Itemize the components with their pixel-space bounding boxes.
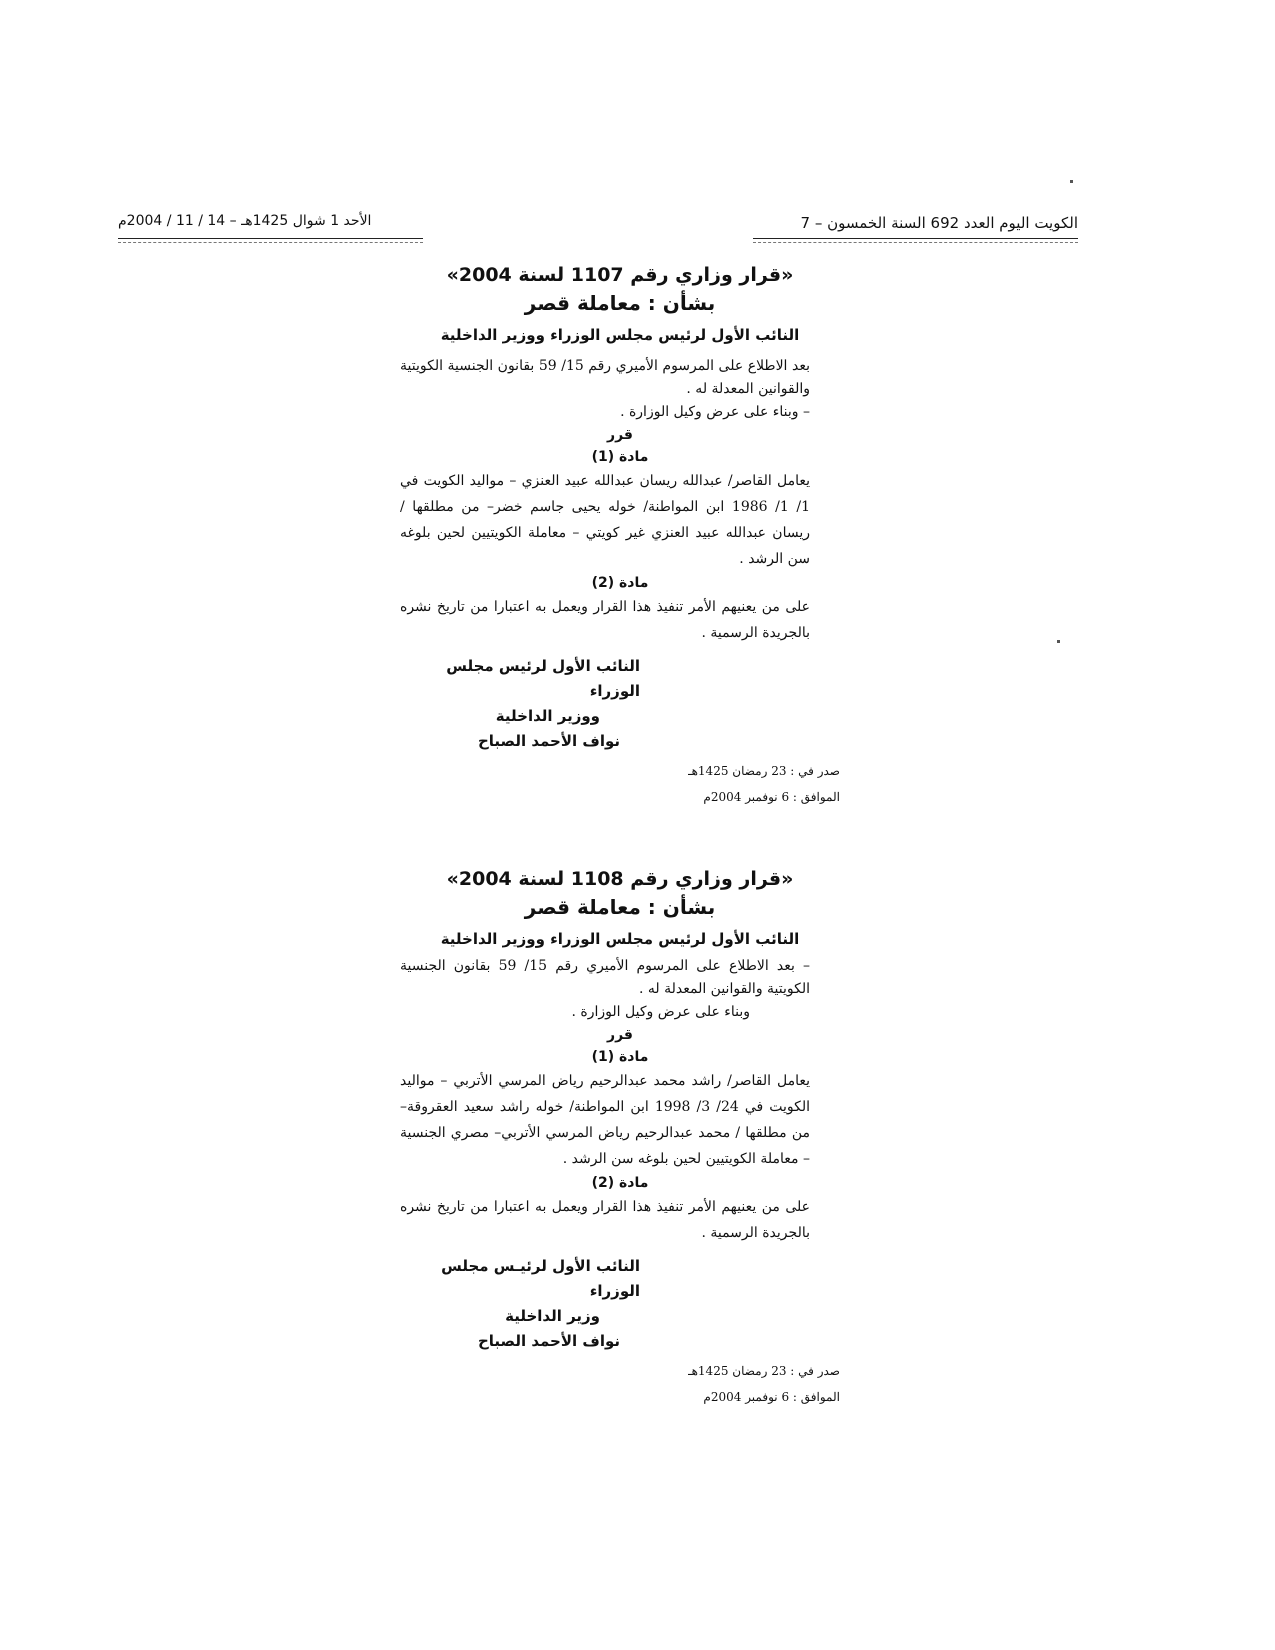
resolved-heading: قرر xyxy=(607,427,633,443)
issue-date: صدر في : 23 رمضان 1425هـ xyxy=(688,764,840,778)
header-date: الأحد 1 شوال 1425هـ – 14 / 11 / 2004م xyxy=(118,213,372,229)
corresponding-date: الموافق : 6 نوفمبر 2004م xyxy=(703,790,840,804)
scan-speck xyxy=(1057,640,1060,643)
resolved-heading: قرر xyxy=(607,1027,633,1043)
signature-block xyxy=(400,654,840,754)
decree-1108 xyxy=(400,866,840,1410)
header-rule xyxy=(118,238,423,239)
article-heading: مادة (2) xyxy=(591,1175,649,1191)
decree-issuer: النائب الأول لرئيس مجلس الوزراء ووزير الداخلية xyxy=(440,326,800,344)
decree-subject: بشأن : معاملة قصر xyxy=(524,291,716,315)
signature-name: نواف الأحمد الصباح xyxy=(477,1332,620,1350)
signature-title: وزير الداخلية xyxy=(505,1307,600,1325)
signature-title: ووزير الداخلية xyxy=(495,707,600,725)
article-text: على من يعنيهم الأمر تنفيذ هذا القرار ويعمل به اعتبارا من تاريخ نشره بالجريدة الرسمية . xyxy=(400,1199,810,1241)
header-rule xyxy=(118,242,423,243)
signature-block xyxy=(400,1254,840,1354)
corresponding-date: الموافق : 6 نوفمبر 2004م xyxy=(703,1390,840,1404)
scan-speck xyxy=(1070,180,1073,183)
signature-name: نواف الأحمد الصباح xyxy=(477,732,620,750)
decree-1107 xyxy=(400,262,840,810)
decree-title: «قرار وزاري رقم 1108 لسنة 2004» xyxy=(446,868,794,890)
article-heading: مادة (2) xyxy=(591,575,649,591)
page-header xyxy=(118,208,1078,248)
signature-title: النائب الأول لرئيس مجلس الوزراء xyxy=(446,657,640,700)
issue-date: صدر في : 23 رمضان 1425هـ xyxy=(688,1364,840,1378)
gazette-issue-info: الكويت اليوم العدد 692 السنة الخمسون – 7 xyxy=(800,214,1078,232)
preamble-paragraph: – بعد الاطلاع على المرسوم الأميري رقم 15/ 59 بقانون الجنسية الكويتية والقوانين المعدلة له . xyxy=(400,958,811,997)
signature-title: النائب الأول لرئيـس مجلس الوزراء xyxy=(441,1257,640,1300)
preamble-paragraph: بعد الاطلاع على المرسوم الأميري رقم 15/ 59 بقانون الجنسية الكويتية والقوانين المعدلة له . xyxy=(400,358,810,397)
header-rule xyxy=(753,242,1078,243)
article-text: يعامل القاصر/ راشد محمد عبدالرحيم رياض المرسي الأتربي – مواليد الكويت في 24/ 3/ 1998 ابن المواطنة/ خوله راشد سعيد العقروقة– من مطلقها / محمد عبدالرحيم رياض المرسي الأتربي– مصري الجنسية – معاملة الكويتيين لحين بلوغه سن الرشد . xyxy=(400,1073,811,1167)
article-text: على من يعنيهم الأمر تنفيذ هذا القرار ويعمل به اعتبارا من تاريخ نشره بالجريدة الرسمية . xyxy=(400,599,810,641)
article-text: يعامل القاصر/ عبدالله ريسان عبدالله عبيد العنزي – مواليد الكويت في 1/ 1/ 1986 ابن المواطنة/ خوله يحيى جاسم خضر– من مطلقها / ريسان عبدالله عبيد العنزي غير كويتي – معاملة الكويتيين لحين بلوغه سن الرشد . xyxy=(400,473,811,567)
article-heading: مادة (1) xyxy=(591,1049,649,1065)
preamble-paragraph: وبناء على عرض وكيل الوزارة . xyxy=(571,1004,750,1020)
preamble-paragraph: – وبناء على عرض وكيل الوزارة . xyxy=(620,404,810,420)
decree-issuer: النائب الأول لرئيس مجلس الوزراء ووزير الداخلية xyxy=(440,930,800,948)
header-rule xyxy=(753,238,1078,239)
decree-subject: بشأن : معاملة قصر xyxy=(524,895,716,919)
article-heading: مادة (1) xyxy=(591,449,649,465)
decree-title: «قرار وزاري رقم 1107 لسنة 2004» xyxy=(446,264,794,286)
